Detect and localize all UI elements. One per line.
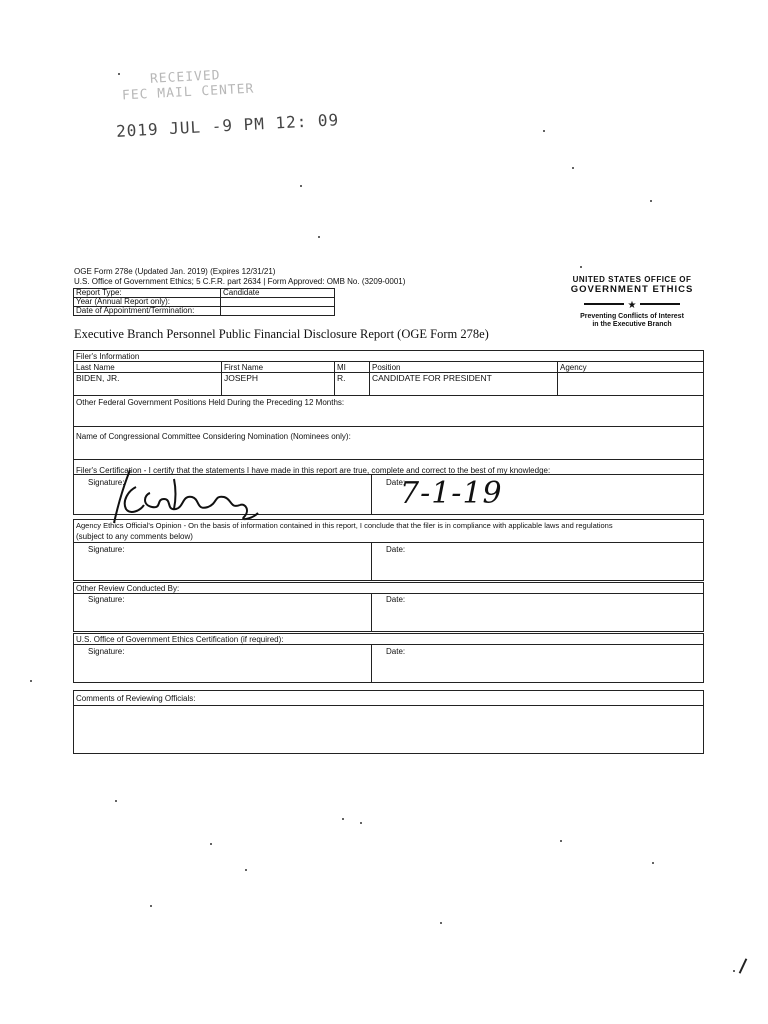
oge-logo-tagline2: in the Executive Branch	[592, 321, 672, 328]
comments-label: Comments of Reviewing Officials:	[76, 694, 196, 703]
oge-certification-date-label: Date:	[386, 647, 406, 656]
form-title: Executive Branch Personnel Public Financial Disclosure Report (OGE Form 278e)	[74, 327, 489, 341]
filer-signature	[100, 465, 270, 525]
committee-row	[74, 427, 703, 460]
committee-label: Name of Congressional Committee Considering Nomination (Nominees only):	[76, 432, 351, 441]
oge-certification-section	[73, 633, 704, 683]
agency-opinion-label: Agency Ethics Official's Opinion - On the basis of information contained in this report, I conclude that the filer is in compliance with applicable laws and regulations	[76, 521, 613, 530]
agency-date-label: Date:	[386, 545, 406, 554]
col-agency: Agency	[560, 363, 587, 372]
filer-column-headers	[74, 362, 703, 373]
appointment-date-row	[74, 307, 335, 316]
col-first-name: First Name	[224, 363, 264, 372]
certification-label: Filer's Certification - I certify that the statements I have made in this report are true, complete and correct to the best of my knowledge:	[76, 466, 551, 475]
received-stamp-line1: RECEIVED	[149, 68, 221, 87]
other-review-date-label: Date:	[386, 595, 406, 604]
filer-signature-label: Signature:	[88, 478, 125, 487]
other-review-label: Other Review Conducted By:	[76, 584, 180, 593]
oge-logo	[566, 275, 698, 329]
col-position: Position	[372, 363, 401, 372]
other-review-signature-label: Signature:	[88, 595, 125, 604]
oge-logo-tagline1: Preventing Conflicts of Interest	[580, 313, 684, 320]
filer-date-label: Date:	[386, 478, 406, 487]
agency-section	[73, 519, 704, 581]
office-line: U.S. Office of Government Ethics; 5 C.F.R. part 2634 | Form Approved: OMB No. (3209-0001)	[74, 277, 406, 286]
other-positions-row	[74, 396, 703, 427]
agency-signature-label: Signature:	[88, 545, 125, 554]
agency-opinion-sub: (subject to any comments below)	[76, 532, 193, 541]
received-stamp-line2: FEC MAIL CENTER	[121, 81, 255, 104]
col-mi: MI	[337, 363, 346, 372]
filer-mi: R.	[337, 373, 346, 383]
star-icon: ★	[627, 300, 637, 311]
report-meta-table	[73, 288, 335, 316]
filer-values-row	[74, 373, 703, 396]
filer-section-label: Filer's Information	[76, 352, 140, 361]
report-type-label: Report Type:	[74, 289, 221, 298]
filer-last-name: BIDEN, JR.	[76, 373, 120, 383]
report-type-value: Candidate	[221, 289, 335, 298]
appointment-date-value	[221, 307, 335, 316]
oge-certification-signature-label: Signature:	[88, 647, 125, 656]
other-review-section	[73, 582, 704, 632]
other-positions-label: Other Federal Government Positions Held During the Preceding 12 Months:	[76, 398, 345, 407]
filer-position: CANDIDATE FOR PRESIDENT	[372, 373, 492, 383]
filer-section-header	[74, 351, 703, 362]
year-label: Year (Annual Report only):	[74, 298, 221, 307]
comments-section	[73, 690, 704, 754]
received-stamp-date: 2019 JUL -9 PM 12: 09	[115, 110, 340, 141]
oge-logo-line2: GOVERNMENT ETHICS	[570, 284, 694, 295]
filer-date-value: 7-1-19	[400, 476, 503, 511]
appointment-date-label: Date of Appointment/Termination:	[74, 307, 221, 316]
oge-logo-line1: UNITED STATES OFFICE OF	[572, 275, 692, 284]
filer-first-name: JOSEPH	[224, 373, 259, 383]
form-version-line: OGE Form 278e (Updated Jan. 2019) (Expires 12/31/21)	[74, 267, 276, 276]
oge-certification-label: U.S. Office of Government Ethics Certification (if required):	[76, 635, 284, 644]
year-value	[221, 298, 335, 307]
col-last-name: Last Name	[76, 363, 115, 372]
